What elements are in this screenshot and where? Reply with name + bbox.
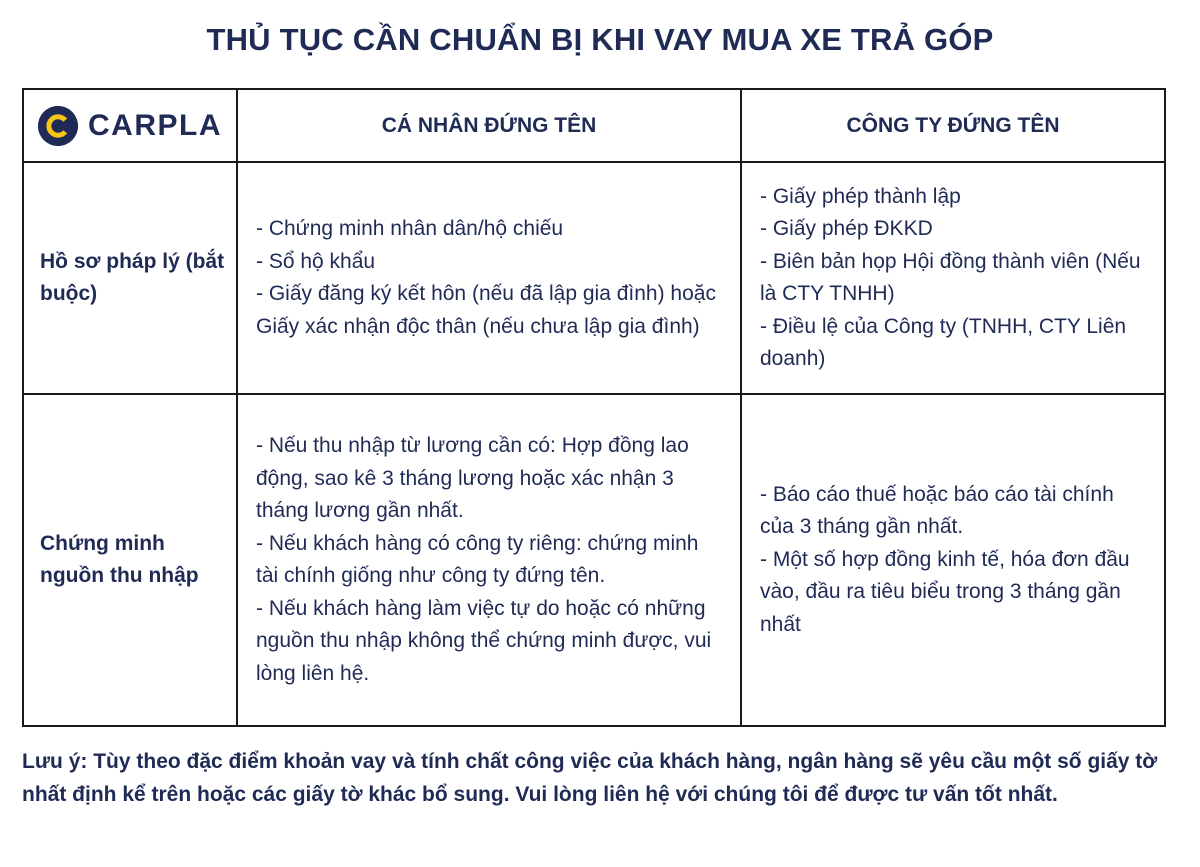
brand-name: CARPLA	[88, 108, 222, 142]
list-item: - Nếu thu nhập từ lương cần có: Hợp đồng lao động, sao kê 3 tháng lương hoặc xác nhận 3 tháng lương gần nhất.	[256, 434, 689, 522]
list-item: - Biên bản họp Hội đồng thành viên (Nếu là CTY TNHH)	[760, 249, 1141, 305]
list-item: - Giấy phép thành lập	[760, 184, 961, 208]
list-item: - Nếu khách hàng làm việc tự do hoặc có những nguồn thu nhập không thể chứng minh được, vui lòng liên hệ.	[256, 596, 712, 685]
table-row-legal-documents	[23, 162, 1165, 394]
page-title: THỦ TỤC CẦN CHUẨN BỊ KHI VAY MUA XE TRẢ GÓP	[206, 22, 994, 57]
list-item: - Một số hợp đồng kinh tế, hóa đơn đầu vào, đầu ra tiêu biểu trong 3 tháng gần nhất	[760, 547, 1130, 636]
header-company: CÔNG TY ĐỨNG TÊN	[741, 89, 1165, 162]
carpla-c-logo-icon	[38, 106, 78, 146]
legal-documents-company	[741, 162, 1165, 394]
row-label-income-proof: Chứng minh nguồn thu nhập	[23, 394, 237, 726]
row-label-legal-documents: Hồ sơ pháp lý (bắt buộc)	[23, 162, 237, 394]
footnote: Lưu ý: Tùy theo đặc điểm khoản vay và tính chất công việc của khách hàng, ngân hàng sẽ yêu cầu một số giấy tờ nhất định kể trên hoặc các giấy tờ khác bổ sung. Vui lòng liên hệ với chúng tôi để được tư vấn tốt nhất.	[22, 750, 1158, 806]
header-individual: CÁ NHÂN ĐỨNG TÊN	[237, 89, 741, 162]
list-item: - Giấy phép ĐKKD	[760, 217, 933, 240]
income-proof-company	[741, 394, 1165, 726]
carpla-logo	[38, 106, 236, 146]
list-item: - Giấy đăng ký kết hôn (nếu đã lập gia đình) hoặc Giấy xác nhận độc thân (nếu chưa lập gia đình)	[256, 282, 716, 338]
legal-documents-individual	[237, 162, 741, 394]
list-item: - Sổ hộ khẩu	[256, 249, 376, 273]
table-header-row	[23, 89, 1165, 162]
list-item: - Điều lệ của Công ty (TNHH, CTY Liên doanh)	[760, 314, 1127, 370]
logo-cell	[23, 89, 237, 162]
table-row-income-proof	[23, 394, 1165, 726]
list-item: - Báo cáo thuế hoặc báo cáo tài chính của 3 tháng gần nhất.	[760, 482, 1114, 539]
requirements-table	[22, 88, 1166, 727]
list-item: - Chứng minh nhân dân/hộ chiếu	[256, 217, 564, 240]
list-item: - Nếu khách hàng có công ty riêng: chứng minh tài chính giống như công ty đứng tên.	[256, 531, 699, 587]
income-proof-individual	[237, 394, 741, 726]
